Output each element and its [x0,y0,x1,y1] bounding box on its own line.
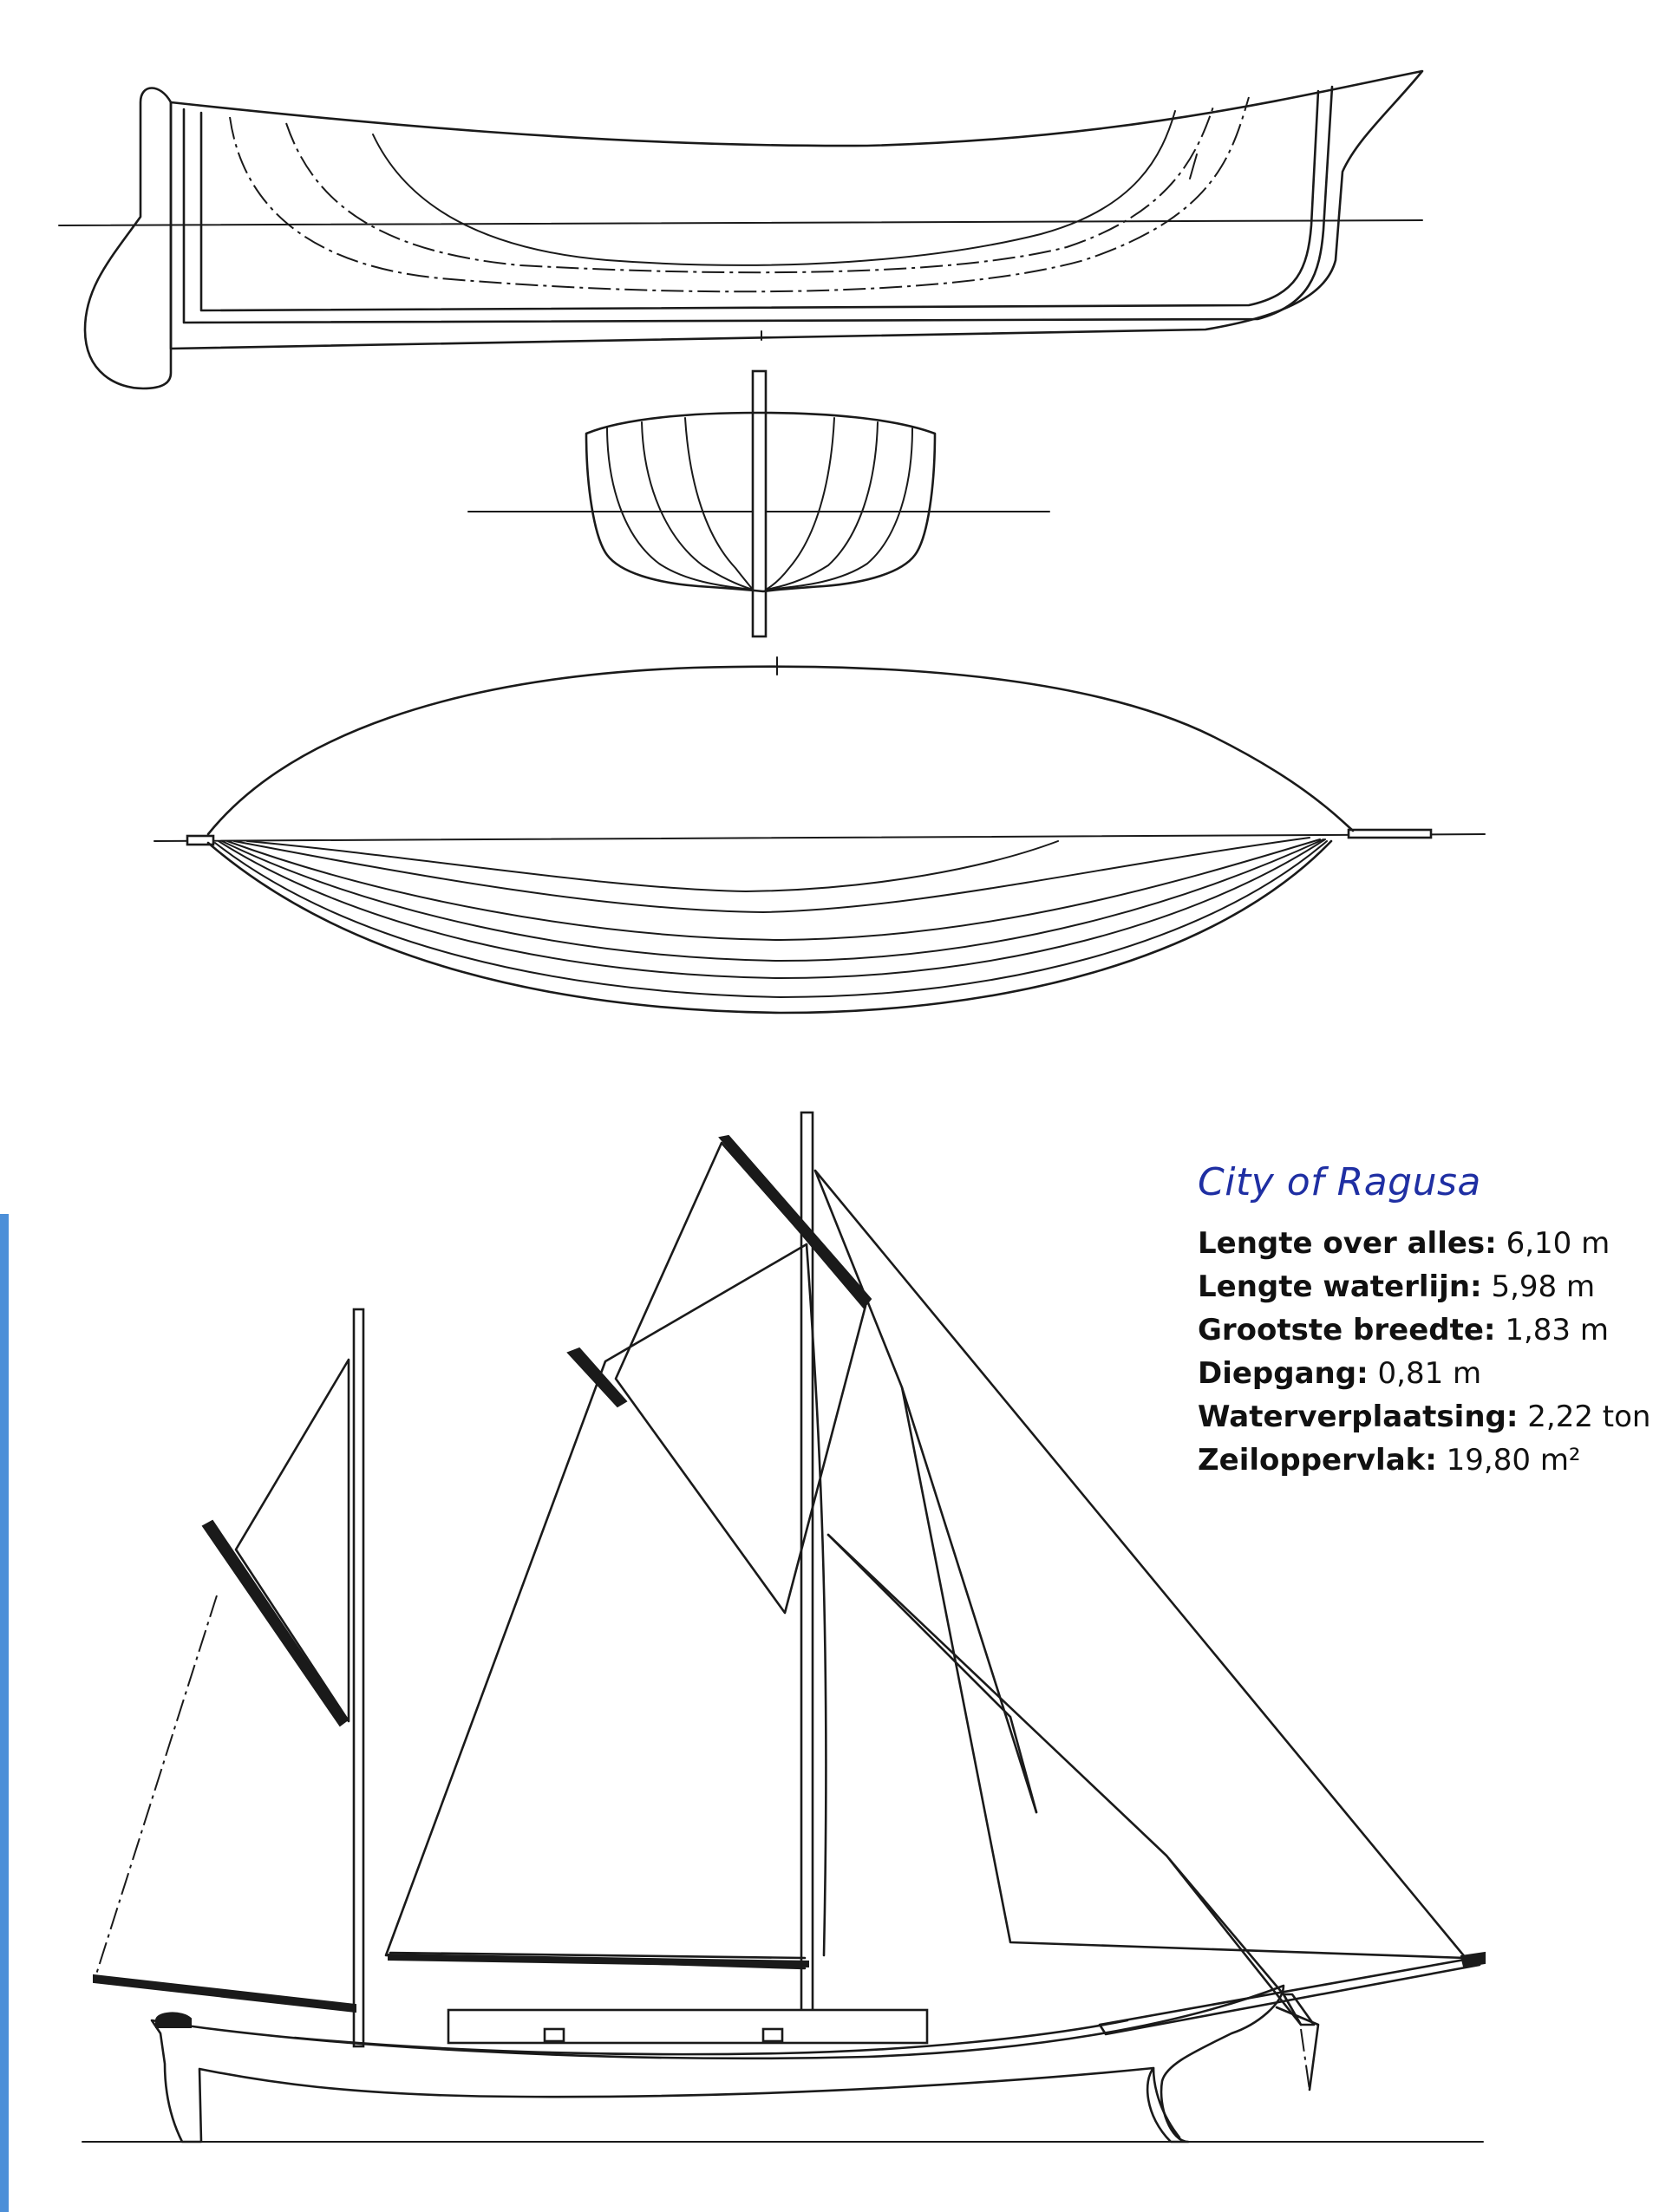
spec-label: Lengte over alles: [1198,1226,1497,1261]
spec-value: 2,22 ton [1527,1400,1651,1434]
spec-label: Lengte waterlijn: [1198,1269,1482,1304]
cabin-top [448,2010,927,2043]
body-plan-view [468,331,1049,636]
spec-value: 0,81 m [1377,1356,1482,1391]
vessel-name-title: City of Ragusa [1198,1160,1481,1204]
half-breadth-view [154,657,1485,1013]
mizzen-topsail [236,1360,349,1721]
spec-value: 5,98 m [1491,1269,1596,1304]
spec-row-length-overall [1198,1222,1650,1265]
spec-value: 6,10 m [1506,1226,1610,1261]
spec-row-length-waterline [1198,1265,1650,1308]
spec-row-displacement [1198,1395,1650,1439]
spec-value: 1,83 m [1505,1313,1609,1347]
spec-row-sail-area [1198,1439,1650,1482]
spec-label: Grootste breedte: [1198,1313,1496,1347]
specifications-panel [1198,1160,1650,1482]
mizzen-mast [354,1309,363,2046]
mizzen-sail [95,1595,217,1977]
spec-label: Waterverplaatsing: [1198,1400,1519,1434]
spec-value: 19,80 m² [1446,1443,1581,1478]
main-topsail [616,1143,866,1613]
spec-label: Zeiloppervlak: [1198,1443,1437,1478]
staysail-sail [828,1535,1301,2025]
hull-profile-view [59,71,1422,388]
rudder [85,88,171,389]
deck-outline [208,667,1353,834]
main-sail [386,1244,807,1968]
spec-label: Diepgang: [1198,1356,1369,1391]
spec-row-beam [1198,1308,1650,1352]
spec-row-draft [1198,1352,1650,1395]
